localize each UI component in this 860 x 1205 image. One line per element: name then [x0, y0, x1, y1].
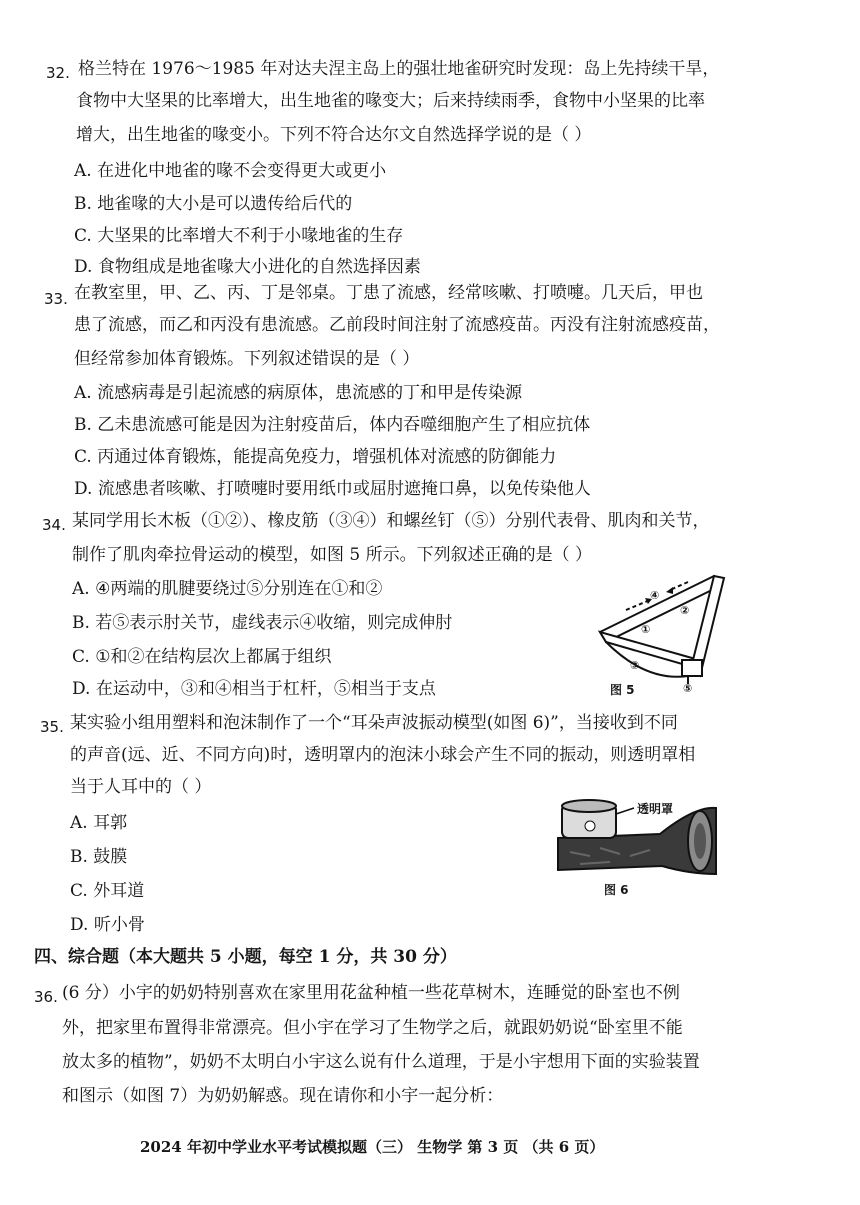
q35-stem-line-2: 的声音(远、近、不同方向)时，透明罩内的泡沫小球会产生不同的振动，则透明罩相 — [70, 745, 696, 765]
q35-option-d: D. 听小骨 — [70, 915, 145, 935]
q33-stem-line-1: 在教室里，甲、乙、丙、丁是邻桌。丁患了流感，经常咳嗽、打喷嚏。几天后，甲也 — [74, 283, 703, 303]
figure-6-ear-model — [550, 796, 720, 878]
q32-option-a: A. 在进化中地雀的喙不会变得更大或更小 — [74, 161, 387, 181]
q32-option-c: C. 大坚果的比率增大不利于小喙地雀的生存 — [74, 226, 404, 246]
q33-stem-line-2: 患了流感，而乙和丙没有患流感。乙前段时间注射了流感疫苗。丙没有注射流感疫苗， — [74, 315, 720, 335]
q35-number: 35. — [40, 718, 64, 736]
figure-5-label-3: ③ — [630, 659, 640, 672]
q34-option-d: D. 在运动中，③和④相当于杠杆，⑤相当于支点 — [72, 679, 436, 699]
q32-option-d: D. 食物组成是地雀喙大小进化的自然选择因素 — [74, 257, 421, 277]
q35-stem-line-3: 当于人耳中的（ ） — [70, 777, 212, 797]
section-4-heading: 四、综合题（本大题共 5 小题，每空 1 分，共 30 分） — [34, 947, 457, 967]
q35-option-b: B. 鼓膜 — [70, 847, 128, 867]
page-footer: 2024 年初中学业水平考试模拟题（三） 生物学 第 3 页 （共 6 页） — [140, 1138, 605, 1156]
q34-option-a: A. ④两端的肌腱要绕过⑤分别连在①和② — [72, 579, 383, 599]
figure-5-label-2: ② — [680, 604, 690, 617]
figure-5-label-5: ⑤ — [683, 682, 693, 695]
q33-stem-line-3: 但经常参加体育锻炼。下列叙述错误的是（ ） — [74, 349, 420, 369]
q34-number: 34. — [42, 516, 66, 534]
q33-option-d: D. 流感患者咳嗽、打喷嚏时要用纸巾或屈肘遮掩口鼻，以免传染他人 — [74, 479, 591, 499]
q36-stem-line-2: 外，把家里布置得非常漂亮。但小宇在学习了生物学之后，就跟奶奶说“卧室里不能 — [62, 1018, 683, 1038]
q33-number: 33. — [44, 290, 68, 308]
q34-stem-line-2: 制作了肌肉牵拉骨运动的模型，如图 5 所示。下列叙述正确的是（ ） — [72, 545, 593, 565]
q36-stem-line-1: (6 分）小宇的奶奶特别喜欢在家里用花盆种植一些花草树木，连睡觉的卧室也不例 — [62, 983, 680, 1003]
figure-5-label-1: ① — [641, 623, 651, 636]
q36-stem-line-4: 和图示（如图 7）为奶奶解惑。现在请你和小宇一起分析： — [62, 1086, 504, 1106]
q35-option-a: A. 耳郭 — [70, 813, 128, 833]
q33-option-b: B. 乙未患流感可能是因为注射疫苗后，体内吞噬细胞产生了相应抗体 — [74, 415, 591, 435]
q35-option-c: C. 外耳道 — [70, 881, 145, 901]
figure-5-label-4: ④ — [650, 589, 660, 602]
q34-stem-line-1: 某同学用长木板（①②）、橡皮筋（③④）和螺丝钉（⑤）分别代表骨、肌肉和关节， — [72, 511, 710, 531]
figure-5-caption: 图 5 — [610, 683, 635, 697]
q32-number: 32. — [46, 64, 70, 82]
q33-option-c: C. 丙通过体育锻炼，能提高免疫力，增强机体对流感的防御能力 — [74, 447, 557, 467]
q34-option-b: B. 若⑤表示肘关节，虚线表示④收缩，则完成伸肘 — [72, 613, 453, 633]
figure-6-caption: 图 6 — [604, 883, 629, 897]
q35-stem-line-1: 某实验小组用塑料和泡沫制作了一个“耳朵声波振动模型(如图 6)”，当接收到不同 — [70, 713, 678, 733]
q34-option-c: C. ①和②在结构层次上都属于组织 — [72, 647, 332, 667]
q32-stem-line-1: 格兰特在 1976～1985 年对达夫涅主岛上的强壮地雀研究时发现：岛上先持续干旱， — [78, 59, 720, 79]
q32-option-b: B. 地雀喙的大小是可以遗传给后代的 — [74, 194, 353, 214]
figure-6-label-cover: 透明罩 — [637, 802, 674, 816]
q32-stem-line-3: 增大，出生地雀的喙变小。下列不符合达尔文自然选择学说的是（ ） — [76, 125, 592, 145]
q36-number: 36. — [34, 988, 58, 1006]
q36-stem-line-3: 放太多的植物”，奶奶不太明白小宇这么说有什么道理，于是小宇想用下面的实验装置 — [62, 1052, 700, 1072]
q32-stem-line-2: 食物中大坚果的比率增大，出生地雀的喙变大；后来持续雨季，食物中小坚果的比率 — [76, 91, 705, 111]
q33-option-a: A. 流感病毒是引起流感的病原体，患流感的丁和甲是传染源 — [74, 383, 523, 403]
